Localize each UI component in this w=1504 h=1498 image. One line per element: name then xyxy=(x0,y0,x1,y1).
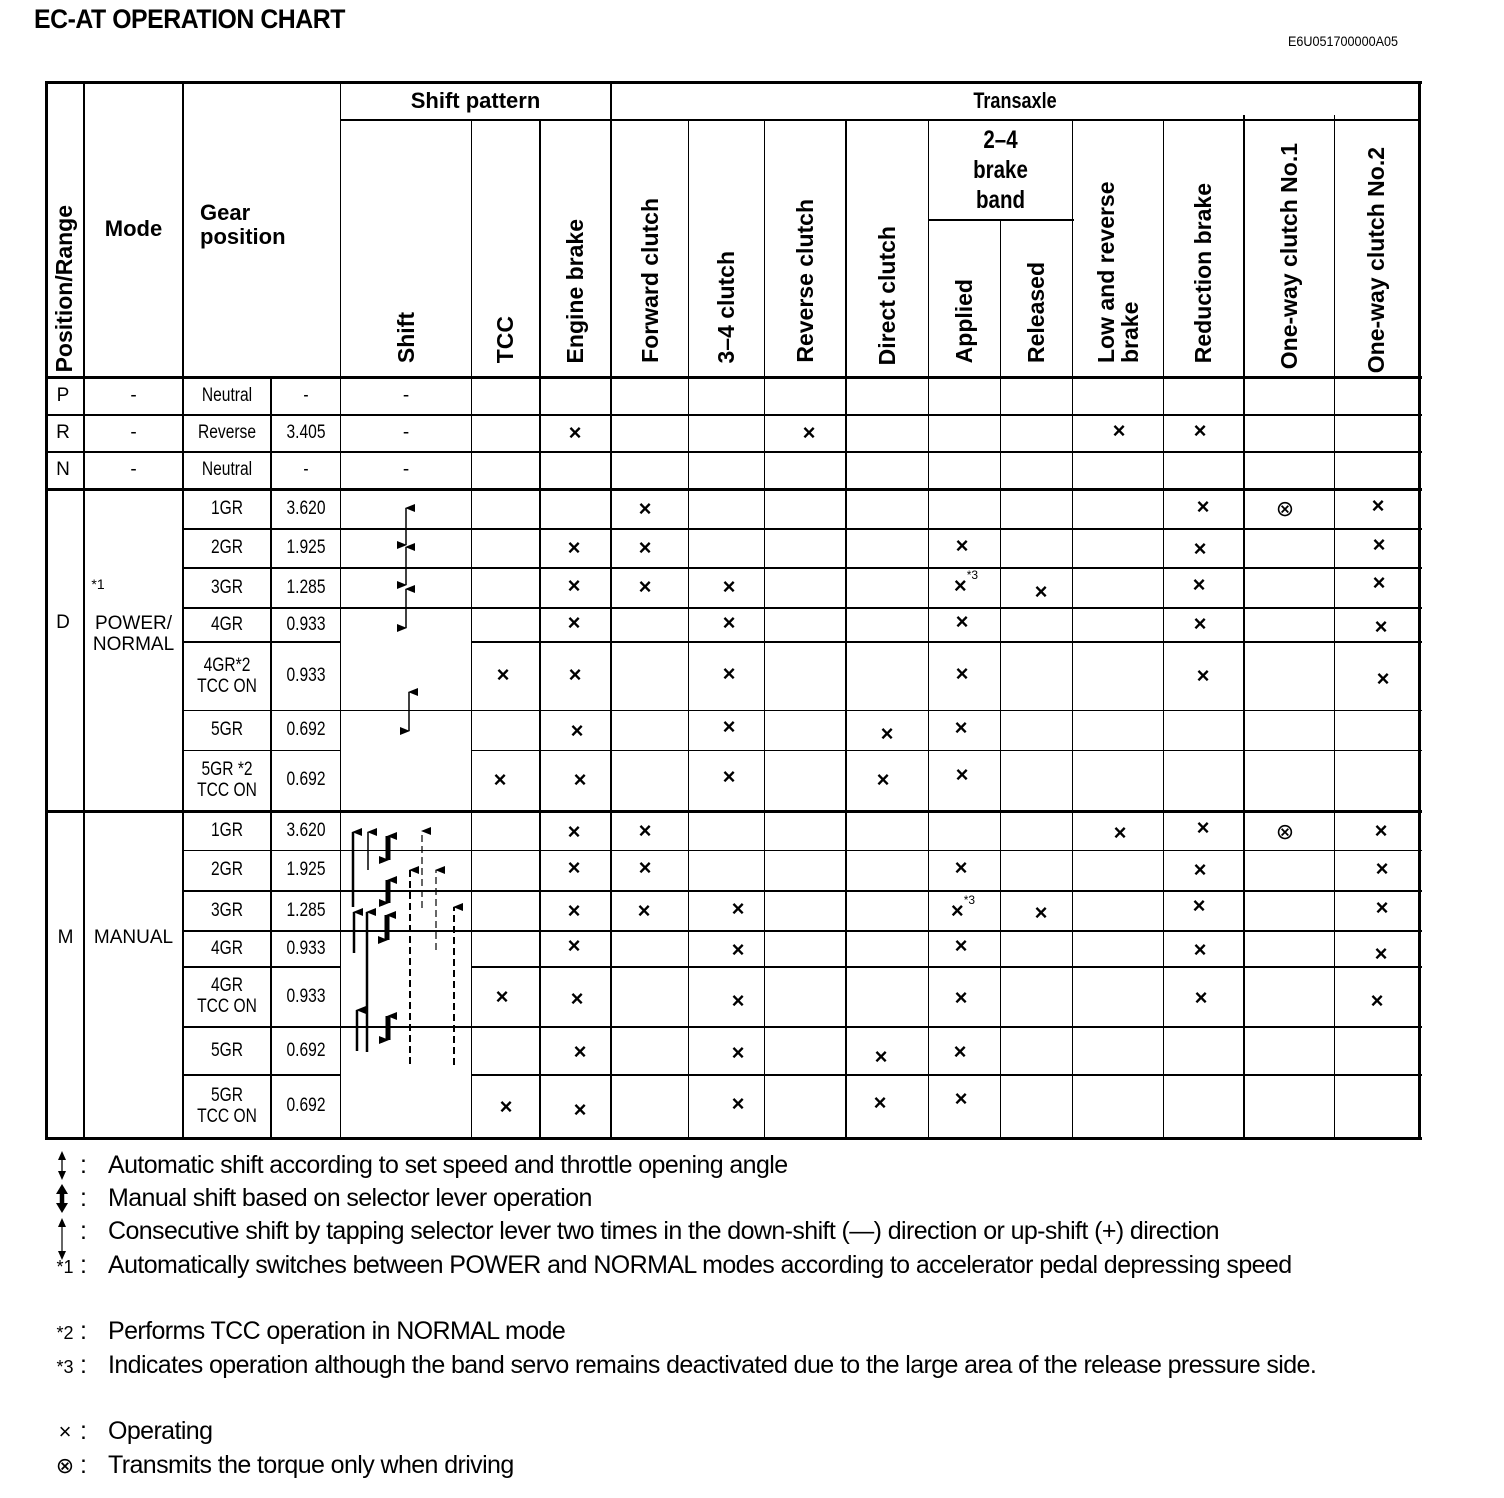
cell-ratio: 1.285 xyxy=(286,899,326,921)
cell-ratio: 0.692 xyxy=(286,1095,326,1117)
cell-pos: N xyxy=(56,459,70,481)
header-reduction-brake: Reduction brake xyxy=(1190,182,1217,363)
mark-operating: × xyxy=(573,767,587,792)
mark-operating: × xyxy=(1374,818,1388,843)
mark-operating: × xyxy=(722,574,736,599)
header-position-range: Position/Range xyxy=(51,204,78,372)
cell-ratio: 0.933 xyxy=(286,665,326,687)
cell-pos-d: D xyxy=(56,611,70,633)
mark-operating: × xyxy=(1372,570,1386,595)
mark-operating: × xyxy=(573,1097,587,1122)
mark-operating: × xyxy=(873,1090,887,1115)
mark-operating-note3: ×$^{*3}$ xyxy=(953,568,979,598)
mark-operating: × xyxy=(638,535,652,560)
cell-gear: Neutral xyxy=(201,459,253,481)
mark-operating: × xyxy=(1371,493,1385,518)
mark-operating: × xyxy=(638,855,652,880)
mark-operating: × xyxy=(495,984,509,1009)
mark-operating: × xyxy=(1194,985,1208,1010)
mark-operating: × xyxy=(638,818,652,843)
header-low-reverse-brake: Low and reverse brake xyxy=(1092,181,1143,363)
mark-operating: × xyxy=(874,1044,888,1069)
cell-gear: 1GR xyxy=(210,820,244,842)
mark-operating: × xyxy=(567,898,581,923)
cell-ratio: 0.692 xyxy=(286,1039,326,1061)
cell-ratio: 3.620 xyxy=(286,498,326,520)
mark-operating: × xyxy=(1196,494,1210,519)
mark-operating: × xyxy=(567,819,581,844)
mark-operating: × xyxy=(1193,857,1207,882)
mark-operating: × xyxy=(722,661,736,686)
note-1-marker: *1 xyxy=(91,576,105,593)
header-mode: Mode xyxy=(104,215,163,241)
consecutive-shift-arrow-icon xyxy=(353,832,368,1052)
cell-gear: 4GR xyxy=(210,937,244,959)
mark-operating: × xyxy=(567,573,581,598)
mark-operating: × xyxy=(1376,666,1390,691)
mark-operating: × xyxy=(568,662,582,687)
mark-operating: × xyxy=(955,661,969,686)
manual-shift-arrow-icon xyxy=(387,836,388,1040)
mark-operating: × xyxy=(1034,900,1048,925)
mark-operating: × xyxy=(954,933,968,958)
mark-operating: × xyxy=(731,896,745,921)
note-1-symbol: *1 xyxy=(56,1257,74,1277)
mark-operating: × xyxy=(1192,572,1206,597)
mark-operating: × xyxy=(637,898,651,923)
cell-ratio: - xyxy=(303,459,309,481)
cell-gear: Reverse xyxy=(197,422,257,444)
cell-ratio: 3.405 xyxy=(286,422,326,444)
mark-operating-note3: ×$^{*3}$ xyxy=(950,893,976,923)
mark-operating: × xyxy=(880,721,894,746)
mark-operating: × xyxy=(876,767,890,792)
mark-operating: × xyxy=(638,496,652,521)
mark-operating: × xyxy=(1375,856,1389,881)
header-transaxle: Transaxle xyxy=(973,88,1057,114)
cell-shift: - xyxy=(402,422,410,444)
mark-operating: × xyxy=(1193,937,1207,962)
note-2-symbol: *2 xyxy=(56,1323,74,1343)
mark-operating: × xyxy=(567,535,581,560)
mark-operating: × xyxy=(1374,941,1388,966)
mark-operating: × xyxy=(1034,579,1048,604)
mark-operating: × xyxy=(731,1040,745,1065)
cell-gear: 5GR *2 TCC ON xyxy=(197,758,257,801)
mark-operating: × xyxy=(722,610,736,635)
document-id: E6U051700000A05 xyxy=(1288,33,1399,49)
cell-pos-m: M xyxy=(57,926,74,948)
cell-gear: 2GR xyxy=(210,537,244,559)
mark-operating: × xyxy=(568,420,582,445)
header-tcc: TCC xyxy=(492,315,519,363)
cell-gear: 4GR xyxy=(210,613,244,635)
mark-operating: × xyxy=(954,985,968,1010)
cell-ratio: 0.933 xyxy=(286,985,326,1007)
manual-shift-arrow-icon xyxy=(50,1182,80,1215)
dashed-shift-arrow-icon xyxy=(410,831,454,1065)
header-shift: Shift xyxy=(392,311,419,363)
mark-operating: × xyxy=(1113,820,1127,845)
cell-pos: P xyxy=(56,385,70,407)
cell-ratio: 0.933 xyxy=(286,937,326,959)
mark-operating: × xyxy=(955,762,969,787)
mark-operating: × xyxy=(731,988,745,1013)
mark-operating: × xyxy=(802,420,816,445)
mark-operating: × xyxy=(1196,663,1210,688)
cell-gear: 5GR xyxy=(210,1039,244,1061)
mark-operating: × xyxy=(1375,895,1389,920)
cell-mode: - xyxy=(130,385,137,407)
mark-operating: × xyxy=(573,1039,587,1064)
driving-only-symbol-icon: ⊗ xyxy=(55,1453,75,1478)
header-reverse-clutch: Reverse clutch xyxy=(791,199,818,363)
mark-operating: × xyxy=(496,662,510,687)
mark-operating: × xyxy=(954,855,968,880)
header-forward-clutch: Forward clutch xyxy=(636,198,663,363)
operating-symbol-icon: × xyxy=(58,1419,72,1444)
mark-operating: × xyxy=(1374,614,1388,639)
page-title: EC-AT OPERATION CHART xyxy=(34,4,345,34)
header-24-brake-band: 2–4 brake band xyxy=(973,126,1028,214)
cell-mode-d: POWER/ NORMAL xyxy=(92,613,175,655)
cell-gear: 2GR xyxy=(210,859,244,881)
cell-gear: 5GR TCC ON xyxy=(197,1084,257,1127)
cell-ratio: 1.285 xyxy=(286,576,326,598)
mark-operating: × xyxy=(567,855,581,880)
cell-ratio: 1.925 xyxy=(286,537,326,559)
mark-operating: × xyxy=(493,767,507,792)
mark-operating: × xyxy=(638,574,652,599)
mark-operating: × xyxy=(955,609,969,634)
mark-operating: × xyxy=(1112,418,1126,443)
header-direct-clutch: Direct clutch xyxy=(874,225,901,365)
mark-operating: × xyxy=(954,1086,968,1111)
cell-mode: - xyxy=(130,422,137,444)
auto-shift-arrow-icon xyxy=(50,1149,80,1182)
mark-operating: × xyxy=(570,986,584,1011)
cell-ratio: 0.933 xyxy=(286,613,326,635)
header-oneway-clutch-1: One-way clutch No.1 xyxy=(1276,142,1303,369)
header-34-clutch: 3–4 clutch xyxy=(713,250,740,363)
cell-shift: - xyxy=(402,459,410,481)
mark-operating: × xyxy=(1372,532,1386,557)
cell-shift: - xyxy=(402,385,410,407)
cell-gear: 4GR TCC ON xyxy=(197,975,257,1017)
mark-operating: × xyxy=(953,1039,967,1064)
mark-operating: × xyxy=(954,715,968,740)
mark-driving-only: ⊗ xyxy=(1275,496,1295,521)
cell-gear: 5GR xyxy=(210,719,244,741)
mark-operating: × xyxy=(567,933,581,958)
cell-gear: 1GR xyxy=(210,498,244,520)
header-gear-position: Gear position xyxy=(200,199,286,249)
header-engine-brake: Engine brake xyxy=(562,218,589,363)
mark-operating: × xyxy=(722,764,736,789)
mark-operating: × xyxy=(731,1091,745,1116)
mark-operating: × xyxy=(1193,536,1207,561)
mark-operating: × xyxy=(722,714,736,739)
mark-operating: × xyxy=(567,610,581,635)
cell-ratio: 3.620 xyxy=(286,820,326,842)
mark-operating: × xyxy=(731,937,745,962)
cell-ratio: 1.925 xyxy=(286,859,326,881)
cell-gear: Neutral xyxy=(201,385,253,407)
cell-mode: - xyxy=(130,459,137,481)
header-shift-pattern: Shift pattern xyxy=(410,88,541,114)
header-oneway-clutch-2: One-way clutch No.2 xyxy=(1363,146,1390,373)
auto-shift-arrow-icon xyxy=(406,508,409,731)
cell-ratio: 0.692 xyxy=(286,719,326,741)
header-applied: Applied xyxy=(951,278,978,363)
cell-pos: R xyxy=(56,422,70,444)
mark-operating: × xyxy=(1193,611,1207,636)
note-3-symbol: *3 xyxy=(56,1357,74,1377)
cell-ratio: - xyxy=(303,385,309,407)
mark-operating: × xyxy=(499,1094,513,1119)
cell-gear: 3GR xyxy=(210,576,244,598)
mark-driving-only: ⊗ xyxy=(1275,819,1295,844)
mark-operating: × xyxy=(570,718,584,743)
mark-operating: × xyxy=(1193,418,1207,443)
cell-gear: 4GR*2 TCC ON xyxy=(197,654,257,697)
header-released: Released xyxy=(1023,261,1050,363)
cell-gear: 3GR xyxy=(210,899,244,921)
mark-operating: × xyxy=(1370,988,1384,1013)
cell-mode-m: MANUAL xyxy=(93,926,174,948)
mark-operating: × xyxy=(1192,893,1206,918)
cell-ratio: 0.692 xyxy=(286,769,326,791)
mark-operating: × xyxy=(955,533,969,558)
mark-operating: × xyxy=(1196,815,1210,840)
